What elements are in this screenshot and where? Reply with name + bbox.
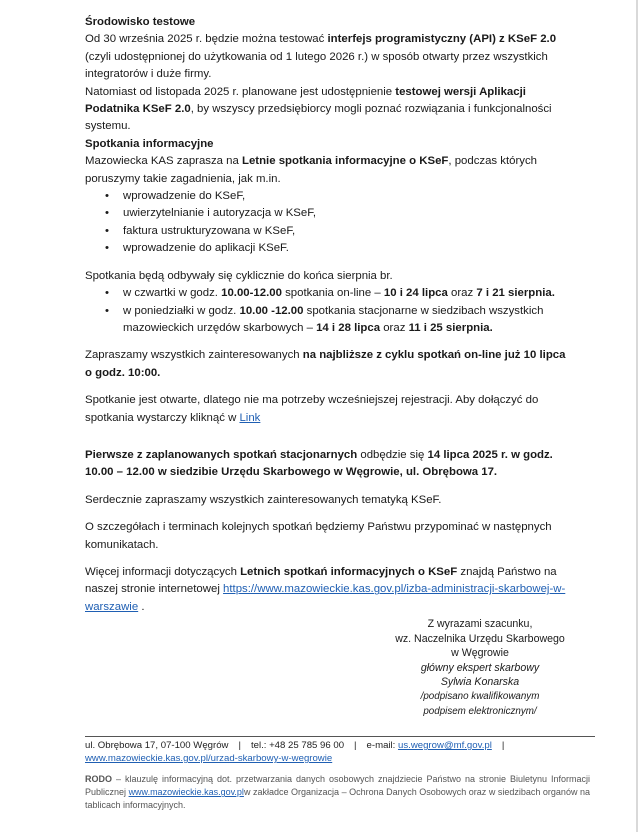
list-item: • wprowadzenie do aplikacji KSeF. [123,240,575,257]
signer-office: w Węgrowie [451,647,509,660]
rodo-label: RODO [85,774,112,784]
paragraph-details: O szczegółach i terminach kolejnych spotkań będziemy Państwu przypominać w następnych komunikatach. [85,521,552,551]
website-link[interactable]: https://www.mazowieckie.kas.gov.pl/izba-administracji-skarbowej-w-warszawie [85,583,566,613]
footer-email-link[interactable]: us.wegrow@mf.gov.pl [398,740,492,751]
footer-address: ul. Obrębowa 17, 07-100 Węgrów [85,740,229,751]
meeting-link[interactable]: Link [239,411,261,424]
closing: Z wyrazami szacunku, [427,618,533,630]
list-item: • wprowadzenie do KSeF, [123,188,575,205]
signer-title: główny ekspert skarbowy [420,661,540,674]
signed-note-2: podpisem elektronicznym/ [423,705,537,717]
list-item-onsite: • w poniedziałki w godz. 10.00 -12.00 spotkania stacjonarne w siedzibach wszystkich mazowieckich urzędów skarbowych – 14 i 28 lipca oraz 11 i 25 sierpnia. [123,303,575,338]
section-heading-test-env: Środowisko testowe [85,16,196,28]
list-item: • uwierzytelnianie i autoryzacja w KSeF, [123,205,575,222]
paragraph-meetings-intro: Mazowiecka KAS zaprasza na Letnie spotkania informacyjne o KSeF, podczas których poruszymy takie zagadnienia, jak m.in. [85,155,538,185]
footer-email-label: e-mail: [366,740,396,751]
paragraph-api-testing: Od 30 września 2025 r. będzie można testować interfejs programistyczny (API) z KSeF 2.0 (czyli udostępnionej do użytkowania od 1 lutego 2026 r.) w sposób otwarty przez wszystkich integratorów i duże firmy. [85,33,557,81]
section-heading-meetings: Spotkania informacyjne [85,137,214,150]
paragraph-more-info: Więcej informacji dotyczących Letnich spotkań informacyjnych o KSeF znajdą Państwo na naszej stronie internetowej https://www.mazowieckie.kas.gov.pl/izba-administracji-skarbowej-w-warszawie . [85,565,566,613]
signature-block [380,617,580,719]
footer-divider [85,736,595,737]
paragraph-open-meeting: Spotkanie jest otwarte, dlatego nie ma potrzeby wcześniejszej rejestracji. Aby dołączyć do spotkania wystarczy kliknąć w Link [85,394,539,424]
letter-body [85,14,575,616]
paragraph-first-onsite: Pierwsze z zaplanowanych spotkań stacjonarnych odbędzie się 14 lipca 2025 r. w godz. 10.00 – 12.00 w siedzibie Urzędu Skarbowego w Węgrowie, ul. Obrębowa 17. [85,448,553,479]
schedule-list [85,285,575,337]
footer-phone: tel.: +48 25 785 96 00 [250,740,345,751]
rodo-link[interactable]: www.mazowieckie.kas.gov.pl [128,787,244,798]
paragraph-cordial: Serdecznie zapraszamy wszystkich zainteresowanych tematyką KSeF. [85,493,442,506]
list-item-online: • w czwartki w godz. 10.00-12.00 spotkania on-line – 10 i 24 lipca oraz 7 i 21 sierpnia. [123,285,575,302]
list-item: • faktura ustrukturyzowana w KSeF, [123,223,575,240]
signer-name: Sylwia Konarska [440,676,520,689]
signed-note-1: /podpisano kwalifikowanym [420,690,540,702]
topics-list [85,188,575,258]
paragraph-cycle: Spotkania będą odbywały się cyklicznie do końca sierpnia br. [85,269,393,282]
paragraph-app-testing: Natomiast od listopada 2025 r. planowane jest udostępnienie testowej wersji Aplikacji Podatnika KSeF 2.0, by wszyscy przedsiębiorcy mogli poznać rozwiązania i funkcjonalności systemu. [85,85,552,133]
footer-site-link[interactable]: www.mazowieckie.kas.gov.pl/urzad-skarbowy-w-wegrowie [85,753,333,764]
footer-contact: ul. Obrębowa 17, 07-100 Węgrów | tel.: +48 25 785 96 00 | e-mail: us.wegrow@mf.gov.pl | www.mazowieckie.kas.gov.pl/urzad-skarbowy-w-wegrowie [85,740,505,764]
signer-role: wz. Naczelnika Urzędu Skarbowego [395,632,565,645]
rodo-clause: RODO – klauzulę informacyjną dot. przetwarzania danych osobowych znajdziecie Państwo na stronie Biuletynu Informacji Publicznej www.mazowieckie.kas.gov.plw zakładce Organizacja – Ochrona Danych Osobowych oraz w siedzibach organów na tablicach informacyjnych. [85,774,590,811]
paragraph-invite: Zapraszamy wszystkich zainteresowanych na najbliższe z cyklu spotkań on-line już 10 lipca o godz. 10:00. [85,349,566,379]
